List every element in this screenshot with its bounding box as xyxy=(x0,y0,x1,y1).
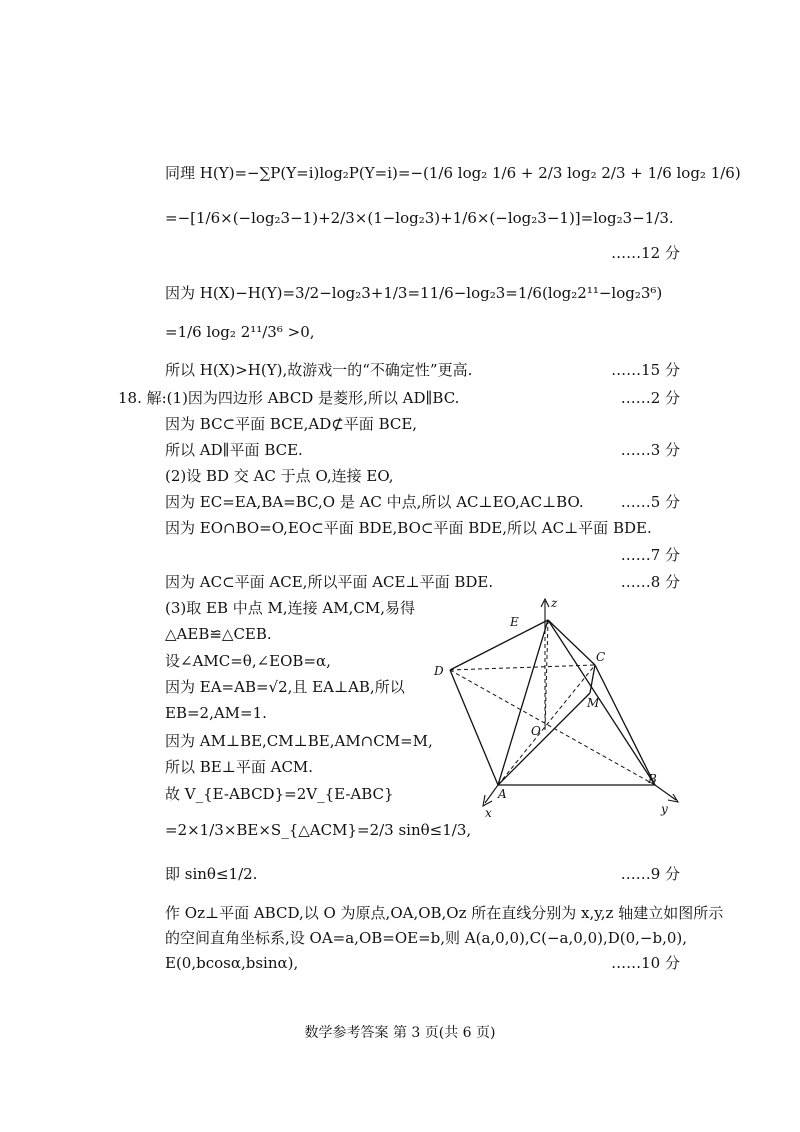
text-line: 因为 H(X)−H(Y)=3/2−log₂3+1/3=11/6−log₂3=1/6(log₂2¹¹−log₂3⁶) xyxy=(165,284,663,302)
text-line: 所以 H(X)>H(Y),故游戏一的“不确定性”更高. xyxy=(165,361,473,379)
label-x: x xyxy=(485,806,492,820)
label-B: B xyxy=(648,772,657,786)
question-heading: 18. 解:(1)因为四边形 ABCD 是菱形,所以 AD∥BC. xyxy=(118,389,460,407)
text-line: =−[1/6×(−log₂3−1)+2/3×(1−log₂3)+1/6×(−log₂3−1)]=log₂3−1/3. xyxy=(165,209,674,227)
geometry-figure xyxy=(430,595,690,825)
text-line: 作 Oz⊥平面 ABCD,以 O 为原点,OA,OB,Oz 所在直线分别为 x,y,z 轴建立如图所示 xyxy=(165,904,724,922)
edge-DC-hidden xyxy=(450,665,595,670)
text-line: 设∠AMC=θ,∠EOB=α, xyxy=(165,652,331,670)
text-line: 因为 EO∩BO=O,EO⊂平面 BDE,BO⊂平面 BDE,所以 AC⊥平面 BDE. xyxy=(165,519,652,537)
score-mark: ……3 分 xyxy=(620,441,680,459)
y-axis xyxy=(655,785,676,800)
text-line: =2×1/3×BE×S_{△ACM}=2/3 sinθ≤1/3, xyxy=(165,821,472,839)
label-D: D xyxy=(434,664,444,678)
label-M: M xyxy=(587,696,600,710)
label-C: C xyxy=(596,650,606,664)
text-line: 所以 AD∥平面 BCE. xyxy=(165,441,303,459)
page-footer: 数学参考答案 第 3 页(共 6 页) xyxy=(304,1025,496,1041)
text-line: 因为 AC⊂平面 ACE,所以平面 ACE⊥平面 BDE. xyxy=(165,573,494,591)
score-mark: ……12 分 xyxy=(611,244,680,262)
text-line: E(0,bcosα,bsinα), xyxy=(165,954,299,972)
label-z: z xyxy=(551,596,558,610)
label-A: A xyxy=(498,787,507,801)
text-line: 因为 EA=AB=√2,且 EA⊥AB,所以 xyxy=(165,678,405,696)
edge-ED xyxy=(450,620,548,670)
diag-DB-hidden xyxy=(450,670,655,785)
score-mark: ……5 分 xyxy=(620,493,680,511)
edge-EC xyxy=(548,620,595,665)
text-line: 因为 AM⊥BE,CM⊥BE,AM∩CM=M, xyxy=(165,732,433,750)
label-O: O xyxy=(531,724,541,738)
edge-CB xyxy=(595,665,655,785)
text-line: EB=2,AM=1. xyxy=(165,704,267,722)
score-mark: ……7 分 xyxy=(620,546,680,564)
edge-DA xyxy=(450,670,498,785)
text-line: 所以 BE⊥平面 ACM. xyxy=(165,758,314,776)
text-line: △AEB≌△CEB. xyxy=(165,625,272,643)
text-line: 故 V_{E-ABCD}=2V_{E-ABC} xyxy=(165,785,394,803)
score-mark: ……8 分 xyxy=(620,573,680,591)
score-mark: ……15 分 xyxy=(611,361,680,379)
x-axis-arrow xyxy=(483,795,492,806)
score-mark: ……9 分 xyxy=(620,865,680,883)
text-line: (3)取 EB 中点 M,连接 AM,CM,易得 xyxy=(165,599,415,617)
text-line: 因为 EC=EA,BA=BC,O 是 AC 中点,所以 AC⊥EO,AC⊥BO. xyxy=(165,493,584,511)
x-axis xyxy=(485,785,498,803)
text-line: 的空间直角坐标系,设 OA=a,OB=OE=b,则 A(a,0,0),C(−a,0,0),D(0,−b,0), xyxy=(165,929,688,947)
label-y: y xyxy=(661,802,668,816)
score-mark: ……10 分 xyxy=(611,954,680,972)
text-line: 即 sinθ≤1/2. xyxy=(165,865,258,883)
text-line: 同理 H(Y)=−∑P(Y=i)log₂P(Y=i)=−(1/6 log₂ 1/6 + 2/3 log₂ 2/3 + 1/6 log₂ 1/6) xyxy=(165,164,741,182)
label-E: E xyxy=(510,615,519,629)
score-mark: ……2 分 xyxy=(620,389,680,407)
text-line: (2)设 BD 交 AC 于点 O,连接 EO, xyxy=(165,467,394,485)
text-line: 因为 BC⊂平面 BCE,AD⊄平面 BCE, xyxy=(165,415,418,433)
text-line: =1/6 log₂ 2¹¹/3⁶ >0, xyxy=(165,323,315,341)
